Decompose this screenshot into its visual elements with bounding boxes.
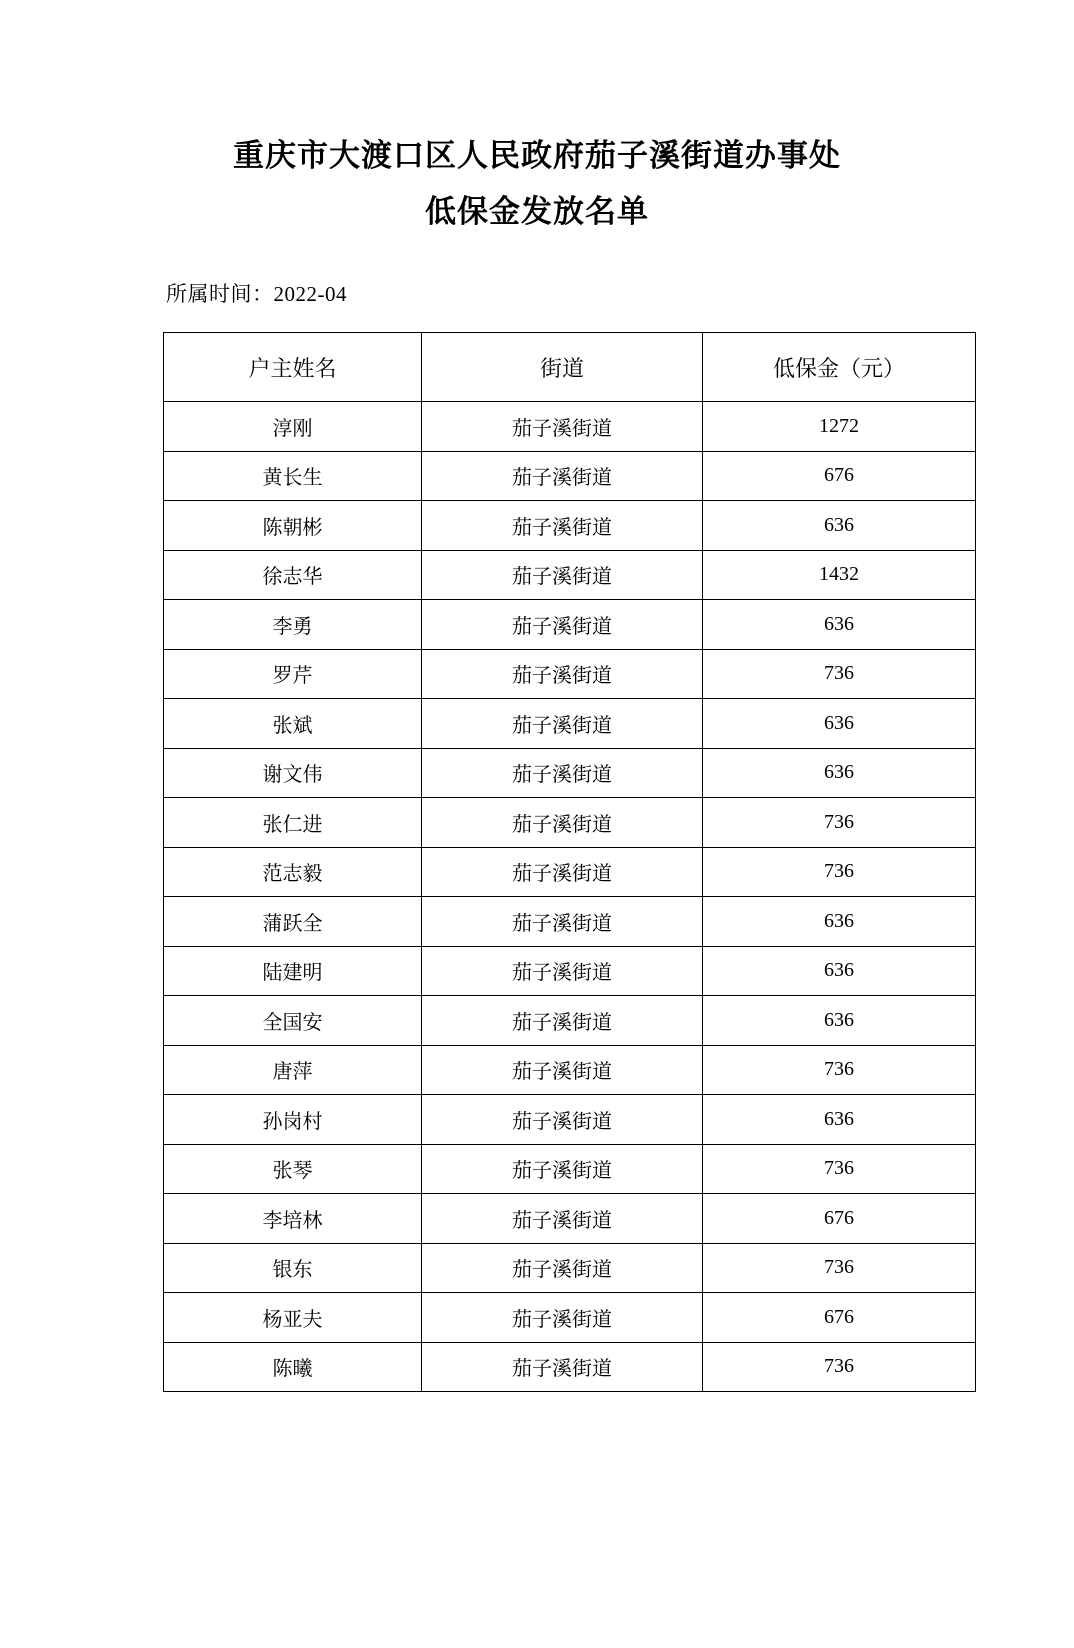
cell-amount: 636: [703, 897, 976, 947]
column-header-name: 户主姓名: [164, 333, 422, 402]
cell-street: 茄子溪街道: [422, 699, 703, 749]
table-row: [164, 1342, 976, 1392]
cell-name: 李勇: [164, 600, 422, 650]
cell-name: 陆建明: [164, 946, 422, 996]
cell-amount: 636: [703, 1095, 976, 1145]
cell-amount: 736: [703, 1144, 976, 1194]
table-row: [164, 1194, 976, 1244]
cell-name: 张斌: [164, 699, 422, 749]
cell-name: 张仁进: [164, 798, 422, 848]
cell-name: 黄长生: [164, 451, 422, 501]
table-row: [164, 1095, 976, 1145]
cell-name: 陈曦: [164, 1342, 422, 1392]
table-row: [164, 550, 976, 600]
table-row: [164, 847, 976, 897]
column-header-amount: 低保金（元）: [703, 333, 976, 402]
cell-street: 茄子溪街道: [422, 946, 703, 996]
cell-street: 茄子溪街道: [422, 1194, 703, 1244]
cell-street: 茄子溪街道: [422, 501, 703, 551]
cell-amount: 736: [703, 798, 976, 848]
cell-amount: 636: [703, 946, 976, 996]
table-row: [164, 1045, 976, 1095]
cell-name: 唐萍: [164, 1045, 422, 1095]
cell-amount: 736: [703, 649, 976, 699]
document-title: [0, 128, 1074, 240]
cell-name: 李培林: [164, 1194, 422, 1244]
cell-name: 徐志华: [164, 550, 422, 600]
cell-amount: 1272: [703, 402, 976, 452]
cell-amount: 636: [703, 748, 976, 798]
cell-street: 茄子溪街道: [422, 600, 703, 650]
cell-name: 张琴: [164, 1144, 422, 1194]
table-row: [164, 649, 976, 699]
cell-name: 全国安: [164, 996, 422, 1046]
table-row: [164, 600, 976, 650]
cell-amount: 736: [703, 1243, 976, 1293]
document-page: [0, 128, 1074, 1648]
cell-street: 茄子溪街道: [422, 748, 703, 798]
cell-street: 茄子溪街道: [422, 1293, 703, 1343]
table-row: [164, 501, 976, 551]
cell-name: 陈朝彬: [164, 501, 422, 551]
cell-street: 茄子溪街道: [422, 550, 703, 600]
cell-street: 茄子溪街道: [422, 996, 703, 1046]
cell-street: 茄子溪街道: [422, 1095, 703, 1145]
title-line-primary: 重庆市大渡口区人民政府茄子溪街道办事处: [233, 138, 841, 173]
cell-street: 茄子溪街道: [422, 451, 703, 501]
cell-name: 孙岗村: [164, 1095, 422, 1145]
cell-street: 茄子溪街道: [422, 1342, 703, 1392]
cell-name: 银东: [164, 1243, 422, 1293]
cell-street: 茄子溪街道: [422, 847, 703, 897]
cell-amount: 636: [703, 699, 976, 749]
cell-amount: 676: [703, 451, 976, 501]
beneficiary-table: [163, 332, 976, 1392]
cell-name: 蒲跃全: [164, 897, 422, 947]
period-label: 所属时间：2022-04: [166, 282, 347, 306]
cell-amount: 676: [703, 1293, 976, 1343]
cell-name: 淳刚: [164, 402, 422, 452]
table-row: [164, 699, 976, 749]
cell-amount: 636: [703, 996, 976, 1046]
cell-name: 谢文伟: [164, 748, 422, 798]
cell-street: 茄子溪街道: [422, 897, 703, 947]
cell-street: 茄子溪街道: [422, 1045, 703, 1095]
table-row: [164, 1144, 976, 1194]
cell-amount: 636: [703, 600, 976, 650]
table-body: [164, 402, 976, 1392]
cell-amount: 676: [703, 1194, 976, 1244]
cell-amount: 736: [703, 1342, 976, 1392]
table-row: [164, 748, 976, 798]
cell-street: 茄子溪街道: [422, 1243, 703, 1293]
cell-amount: 736: [703, 1045, 976, 1095]
table-row: [164, 996, 976, 1046]
title-line-secondary: 低保金发放名单: [425, 194, 649, 229]
cell-name: 杨亚夫: [164, 1293, 422, 1343]
table-row: [164, 451, 976, 501]
cell-street: 茄子溪街道: [422, 1144, 703, 1194]
cell-street: 茄子溪街道: [422, 649, 703, 699]
table-row: [164, 1243, 976, 1293]
cell-amount: 736: [703, 847, 976, 897]
table-header-row: [164, 333, 976, 402]
column-header-street: 街道: [422, 333, 703, 402]
cell-amount: 636: [703, 501, 976, 551]
cell-street: 茄子溪街道: [422, 798, 703, 848]
cell-name: 范志毅: [164, 847, 422, 897]
table-row: [164, 897, 976, 947]
cell-street: 茄子溪街道: [422, 402, 703, 452]
table-row: [164, 402, 976, 452]
cell-amount: 1432: [703, 550, 976, 600]
table-row: [164, 946, 976, 996]
table-row: [164, 1293, 976, 1343]
cell-name: 罗芹: [164, 649, 422, 699]
table-row: [164, 798, 976, 848]
